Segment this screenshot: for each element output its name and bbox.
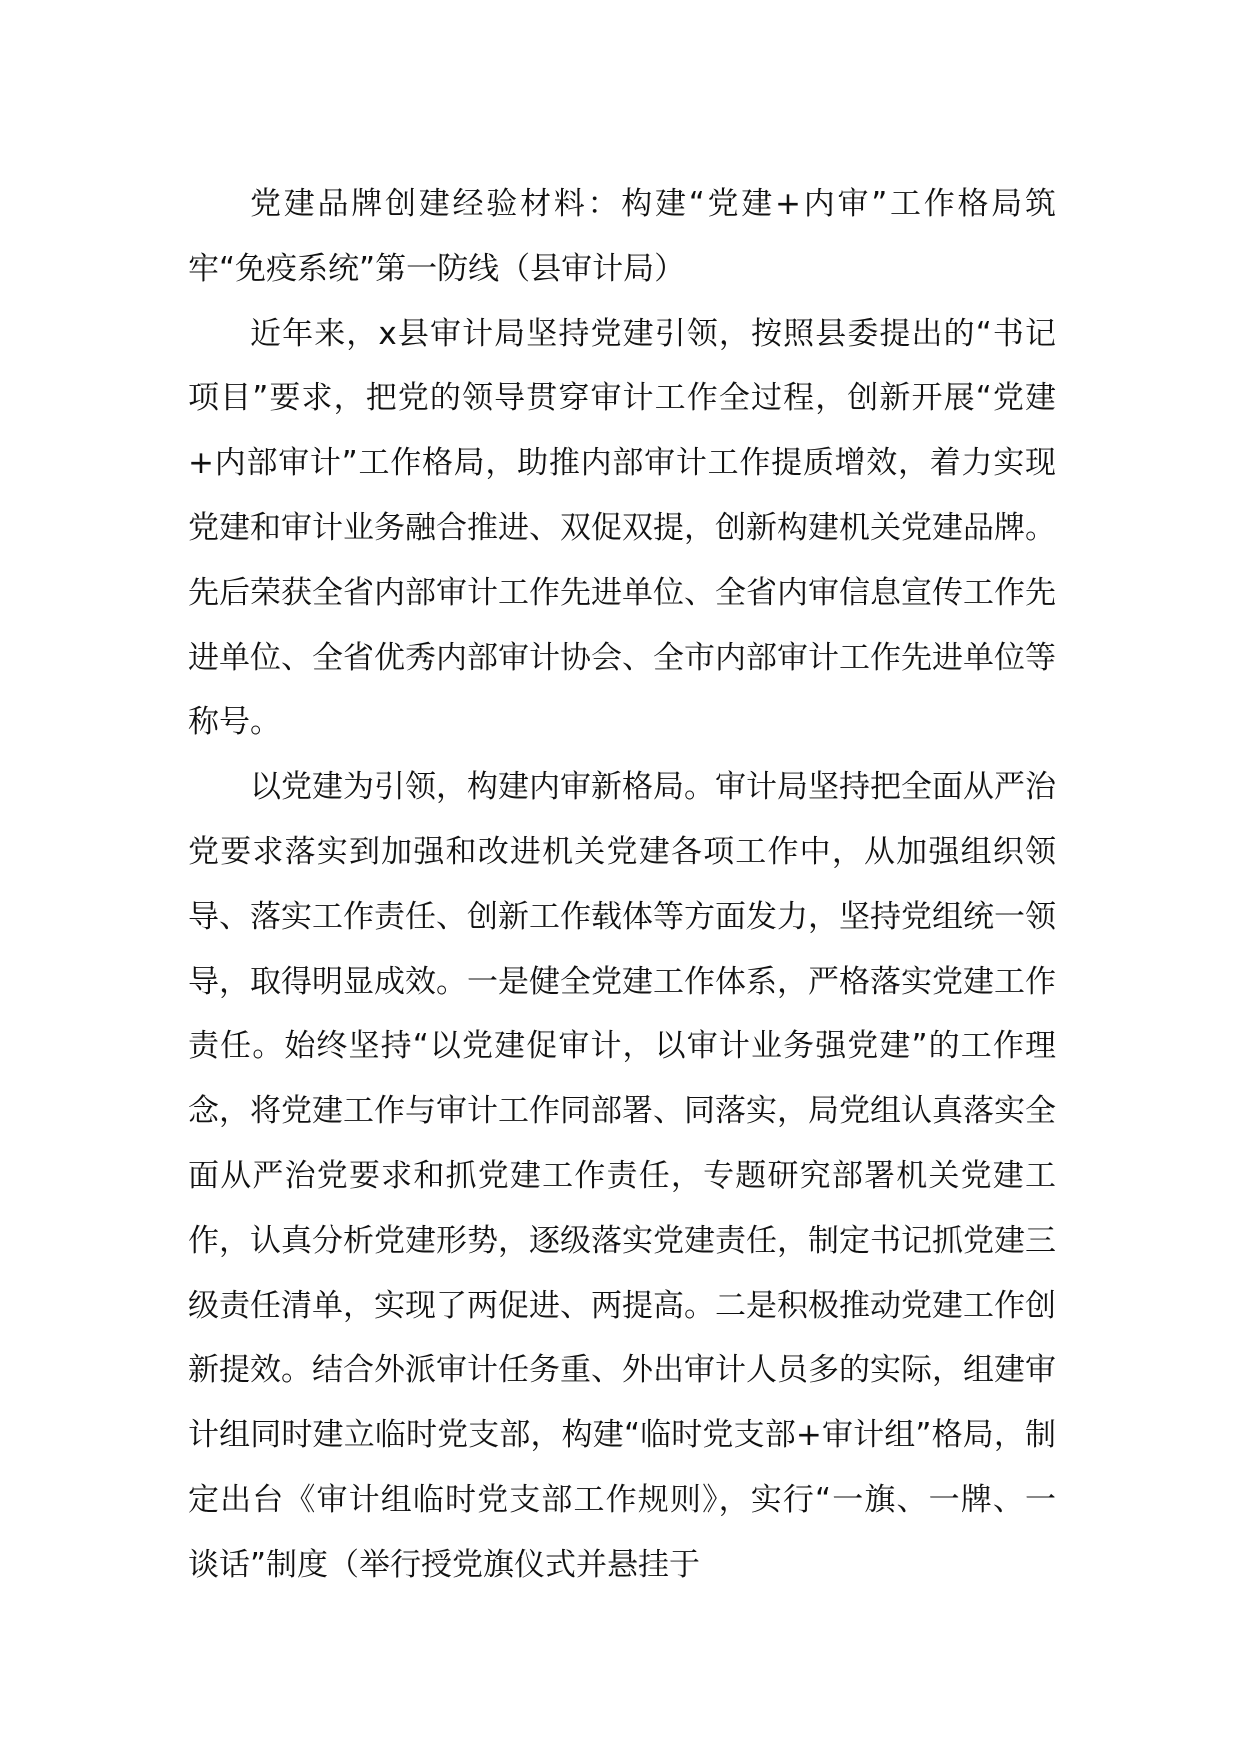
paragraph-party-building: 以党建为引领，构建内审新格局。审计局坚持把全面从严治党要求落实到加强和改进机关党建各项工作中，从加强组织领导、落实工作责任、创新工作载体等方面发力，坚持党组统一领导，取得明显成效。一是健全党建工作体系，严格落实党建工作责任。始终坚持“以党建促审计，以审计业务强党建”的工作理念，将党建工作与审计工作同部署、同落实，局党组认真落实全面从严治党要求和抓党建工作责任，专题研究部署机关党建工作，认真分析党建形势，逐级落实党建责任，制定书记抓党建三级责任清单，实现了两促进、两提高。二是积极推动党建工作创新提效。结合外派审计任务重、外出审计人员多的实际，组建审计组同时建立临时党支部，构建“临时党支部+审计组”格局，制定出台《审计组临时党支部工作规则》，实行“一旗、一牌、一谈话”制度（举行授党旗仪式并悬挂于 bbox=[188, 769, 1056, 1583]
document-body bbox=[188, 172, 1056, 1598]
paragraph-intro: 近年来，x县审计局坚持党建引领，按照县委提出的“书记项目”要求，把党的领导贯穿审计工作全过程，创新开展“党建+内部审计”工作格局，助推内部审计工作提质增效，着力实现党建和审计业务融合推进、双促双提，创新构建机关党建品牌。先后荣获全省内部审计工作先进单位、全省内审信息宣传工作先进单位、全省优秀内部审计协会、全市内部审计工作先进单位等称号。 bbox=[188, 315, 1056, 741]
document-title: 党建品牌创建经验材料：构建“党建+内审”工作格局筑牢“免疫系统”第一防线（县审计局） bbox=[188, 186, 1056, 287]
